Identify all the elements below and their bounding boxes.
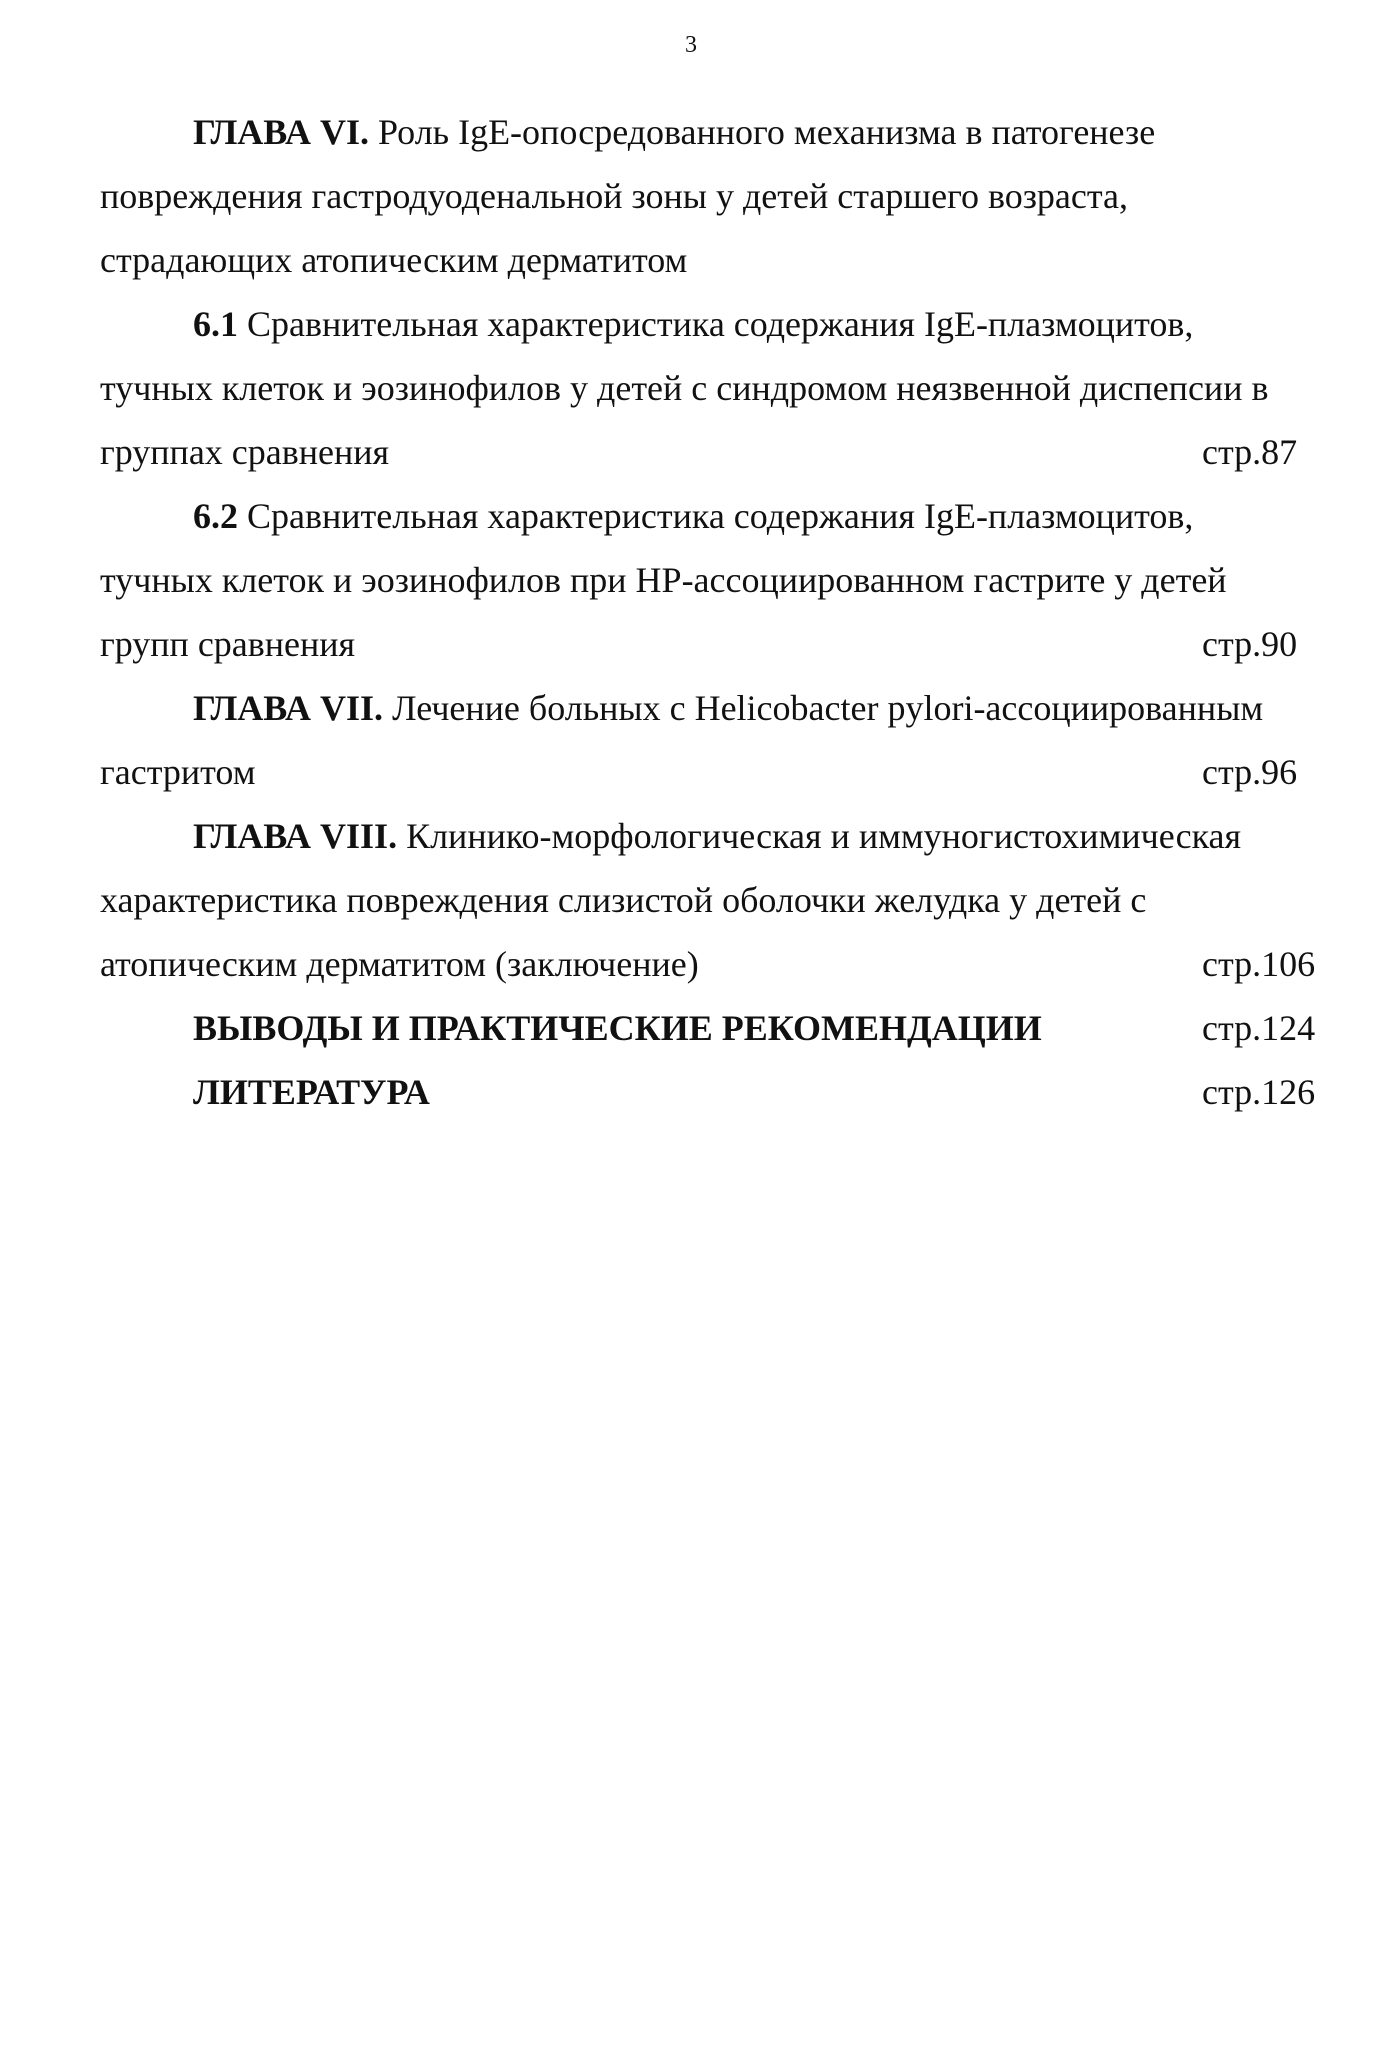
section-title: Сравнительная характеристика содержания IgE-плазмоцитов,	[238, 304, 1194, 344]
toc-entry-chapter-8	[100, 804, 1330, 996]
toc-line-text: группах сравнения	[100, 432, 390, 472]
toc-line	[100, 484, 1330, 548]
toc-entry-section-6-2	[100, 484, 1330, 676]
chapter-label: ГЛАВА VII.	[193, 688, 384, 728]
section-number: 6.1	[193, 304, 238, 344]
section-title: Сравнительная характеристика содержания IgE-плазмоцитов,	[238, 496, 1194, 536]
page-reference: стр.126	[1202, 1072, 1316, 1112]
chapter-title: Роль IgE-опосредованного механизма в патогенезе	[369, 112, 1156, 152]
chapter-label: ГЛАВА VIII.	[193, 816, 398, 856]
toc-entry-chapter-7	[100, 676, 1330, 804]
toc-entry-chapter-6	[100, 100, 1330, 292]
page-reference: стр.87	[1202, 432, 1298, 472]
toc-line	[100, 420, 1330, 484]
toc-line-text: атопическим дерматитом (заключение)	[100, 944, 699, 984]
toc-line	[100, 1060, 1330, 1124]
toc-line	[100, 292, 1330, 356]
section-number: 6.2	[193, 496, 238, 536]
page-reference: стр.90	[1202, 624, 1298, 664]
toc-line: тучных клеток и эозинофилов при HP-ассоциированном гастрите у детей	[100, 560, 1227, 600]
toc-line	[100, 100, 1330, 164]
literature-title: ЛИТЕРАТУРА	[193, 1072, 430, 1112]
toc-line-text: гастритом	[100, 752, 256, 792]
table-of-contents	[100, 100, 1330, 1124]
page-number: 3	[685, 32, 697, 58]
page-reference: стр.124	[1202, 1008, 1316, 1048]
toc-line	[100, 996, 1330, 1060]
toc-entry-conclusions	[100, 996, 1330, 1060]
toc-entry-section-6-1	[100, 292, 1330, 484]
toc-line	[100, 804, 1330, 868]
page-reference: стр.106	[1202, 944, 1316, 984]
toc-line: повреждения гастродуоденальной зоны у детей старшего возраста,	[100, 176, 1129, 216]
toc-line: характеристика повреждения слизистой оболочки желудка у детей с	[100, 880, 1147, 920]
toc-line: страдающих атопическим дерматитом	[100, 240, 688, 280]
toc-entry-literature	[100, 1060, 1330, 1124]
toc-line	[100, 612, 1330, 676]
chapter-title: Лечение больных с Helicobacter pylori-ассоциированным	[383, 688, 1264, 728]
toc-line	[100, 932, 1330, 996]
toc-line: тучных клеток и эозинофилов у детей с синдромом неязвенной диспепсии в	[100, 368, 1269, 408]
chapter-label: ГЛАВА VI.	[193, 112, 370, 152]
conclusions-title: ВЫВОДЫ И ПРАКТИЧЕСКИЕ РЕКОМЕНДАЦИИ	[193, 1008, 1042, 1048]
chapter-title: Клинико-морфологическая и иммуногистохимическая	[397, 816, 1242, 856]
toc-line	[100, 740, 1330, 804]
toc-line-text: групп сравнения	[100, 624, 356, 664]
page-reference: стр.96	[1202, 752, 1298, 792]
toc-line	[100, 676, 1330, 740]
